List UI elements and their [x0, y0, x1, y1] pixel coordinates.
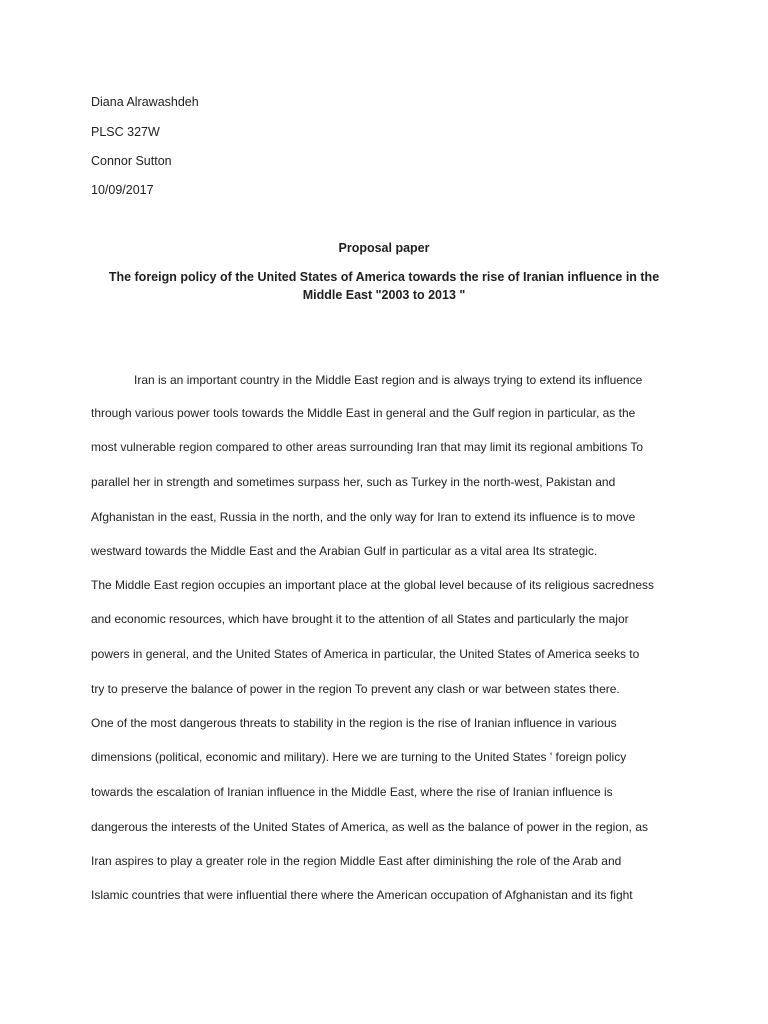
body-line: The Middle East region occupies an important place at the global level because of its religious sacredness [91, 578, 654, 592]
body-line: parallel her in strength and sometimes surpass her, such as Turkey in the north-west, Pakistan and [91, 475, 616, 489]
body-line: Iran aspires to play a greater role in the region Middle East after diminishing the role of the Arab and [91, 854, 622, 868]
document-heading: Proposal paper [338, 241, 430, 255]
body-line: One of the most dangerous threats to stability in the region is the rise of Iranian influence in various [91, 716, 617, 730]
body-line: powers in general, and the United States of America in particular, the United States of America seeks to [91, 647, 640, 661]
body-line: try to preserve the balance of power in the region To prevent any clash or war between states there. [91, 682, 620, 696]
instructor-name: Connor Sutton [91, 154, 172, 168]
body-line: most vulnerable region compared to other areas surrounding Iran that may limit its regional ambitions To [91, 440, 644, 454]
body-line: Islamic countries that were influential there where the American occupation of Afghanistan and its fight [91, 888, 633, 902]
body-line: westward towards the Middle East and the Arabian Gulf in particular as a vital area Its strategic. [91, 544, 598, 558]
body-line: Afghanistan in the east, Russia in the north, and the only way for Iran to extend its influence is to move [91, 510, 636, 524]
body-line: Iran is an important country in the Middle East region and is always trying to extend its influence [134, 373, 643, 387]
body-line: towards the escalation of Iranian influence in the Middle East, where the rise of Iranian influence is [91, 785, 613, 799]
body-line: and economic resources, which have brought it to the attention of all States and particularly the major [91, 612, 629, 626]
body-line: dangerous the interests of the United States of America, as well as the balance of power in the region, as [91, 820, 648, 834]
author-name: Diana Alrawashdeh [91, 95, 199, 109]
body-line: dimensions (political, economic and military). Here we are turning to the United States ' foreign policy [91, 750, 627, 764]
course-code: PLSC 327W [91, 125, 160, 139]
title-line: Middle East "2003 to 2013 " [302, 288, 466, 302]
body-line: through various power tools towards the Middle East in general and the Gulf region in particular, as the [91, 406, 636, 420]
title-line: The foreign policy of the United States of America towards the rise of Iranian influence in the [108, 270, 660, 284]
document-date: 10/09/2017 [91, 183, 154, 197]
